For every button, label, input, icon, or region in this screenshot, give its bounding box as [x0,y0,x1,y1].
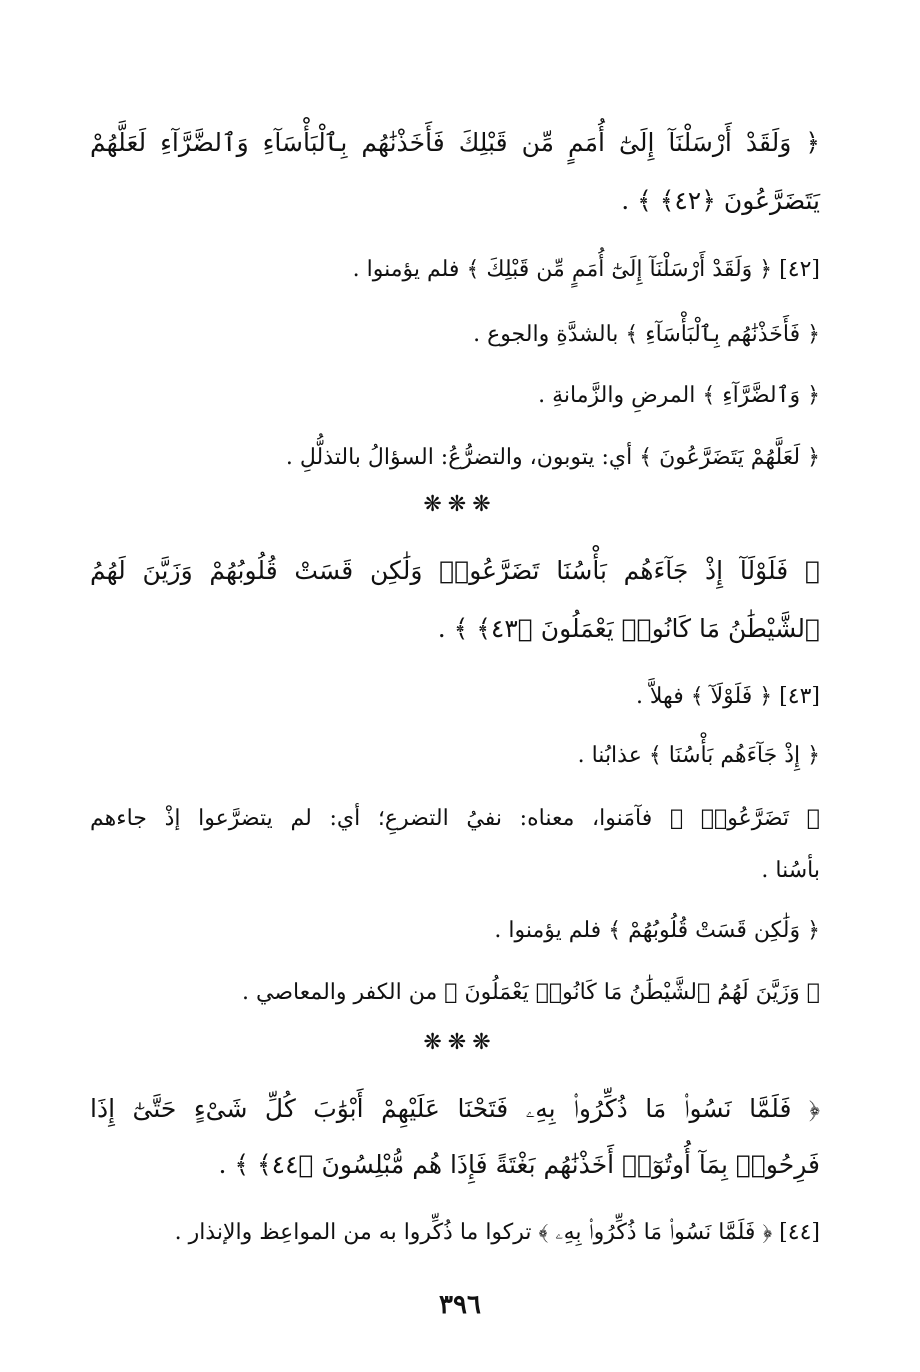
tafsir-43-baasuna: ﴿ إِذْ جَآءَهُم بَأْسُنَا ﴾ عذابُنا . [577,743,820,768]
page-number: ٣٩٦ [439,1290,481,1320]
verse-44-line-2: فَرِحُوا۟ بِمَآ أُوتُوٓا۟ أَخَذْنَٰهُم بَغْتَةً فَإِذَا هُم مُّبْلِسُونَ ﴿٤٤﴾ ﴾ . [218,1150,820,1179]
tafsir-43-intro: [٤٣] ﴿ فَلَوْلَآ ﴾ فهلاَّ . [635,684,820,709]
tafsir-43-qasat: ﴿ وَلَٰكِن قَسَتْ قُلُوبُهُمْ ﴾ فلم يؤمنوا . [494,918,820,943]
verse-42-line-1: ﴿ وَلَقَدْ أَرْسَلْنَآ إِلَىٰٓ أُمَمٍ مِّن قَبْلِكَ فَأَخَذْنَٰهُم بِٱلْبَأْسَآءِ وَٱلضَّرَّآءِ لَعَلَّهُمْ [90,128,820,157]
verse-43-line-1: ﴿ فَلَوْلَآ إِذْ جَآءَهُم بَأْسُنَا تَضَرَّعُوا۟ وَلَٰكِن قَسَتْ قُلُوبُهُمْ وَزَيَّنَ لَهُمُ [90,556,820,585]
section-separator-1: ❋❋❋ [423,492,497,517]
tafsir-42-tadarru: ﴿ لَعَلَّهُمْ يَتَضَرَّعُونَ ﴾ أي: يتوبون، والتضرُّعُ: السؤالُ بالتذلُّلِ . [285,445,820,470]
tafsir-42-baasaa: ﴿ فَأَخَذْنَٰهُم بِٱلْبَأْسَآءِ ﴾ بالشدَّةِ والجوع . [473,322,820,347]
verse-43-line-2: ٱلشَّيْطَٰنُ مَا كَانُوا۟ يَعْمَلُونَ ﴿٤٣﴾ ﴾ . [437,614,820,643]
tafsir-43-zayyana: ﴿ وَزَيَّنَ لَهُمُ ٱلشَّيْطَٰنُ مَا كَانُوا۟ يَعْمَلُونَ ﴾ من الكفر والمعاصي . [242,980,820,1005]
tafsir-43-tadarraoo-line-2: بأسُنا . [761,858,820,883]
verse-42-line-2: يَتَضَرَّعُونَ ﴿٤٢﴾ ﴾ . [621,186,820,215]
tafsir-42-darraa: ﴿ وَٱلضَّرَّآءِ ﴾ المرضِ والزَّمانةِ . [538,383,820,408]
tafsir-42-intro: [٤٢] ﴿ وَلَقَدْ أَرْسَلْنَآ إِلَىٰٓ أُمَمٍ مِّن قَبْلِكَ ﴾ فلم يؤمنوا . [352,257,820,282]
section-separator-2: ❋❋❋ [423,1030,497,1055]
verse-44-line-1: ﴿ فَلَمَّا نَسُوا۟ مَا ذُكِّرُوا۟ بِهِۦ فَتَحْنَا عَلَيْهِمْ أَبْوَٰبَ كُلِّ شَىْءٍ حَتَّىٰٓ إِذَا [90,1094,820,1123]
tafsir-44-intro: [٤٤] ﴿ فَلَمَّا نَسُوا۟ مَا ذُكِّرُوا۟ بِهِۦ ﴾ تركوا ما ذُكِّروا به من المواعِظ والإنذار . [174,1220,820,1245]
tafsir-43-tadarraoo-line-1: ﴿ تَضَرَّعُوا۟ ﴾ فآمَنوا، معناه: نفيُ التضرعِ؛ أي: لم يتضرَّعوا إذْ جاءهم [90,806,820,831]
